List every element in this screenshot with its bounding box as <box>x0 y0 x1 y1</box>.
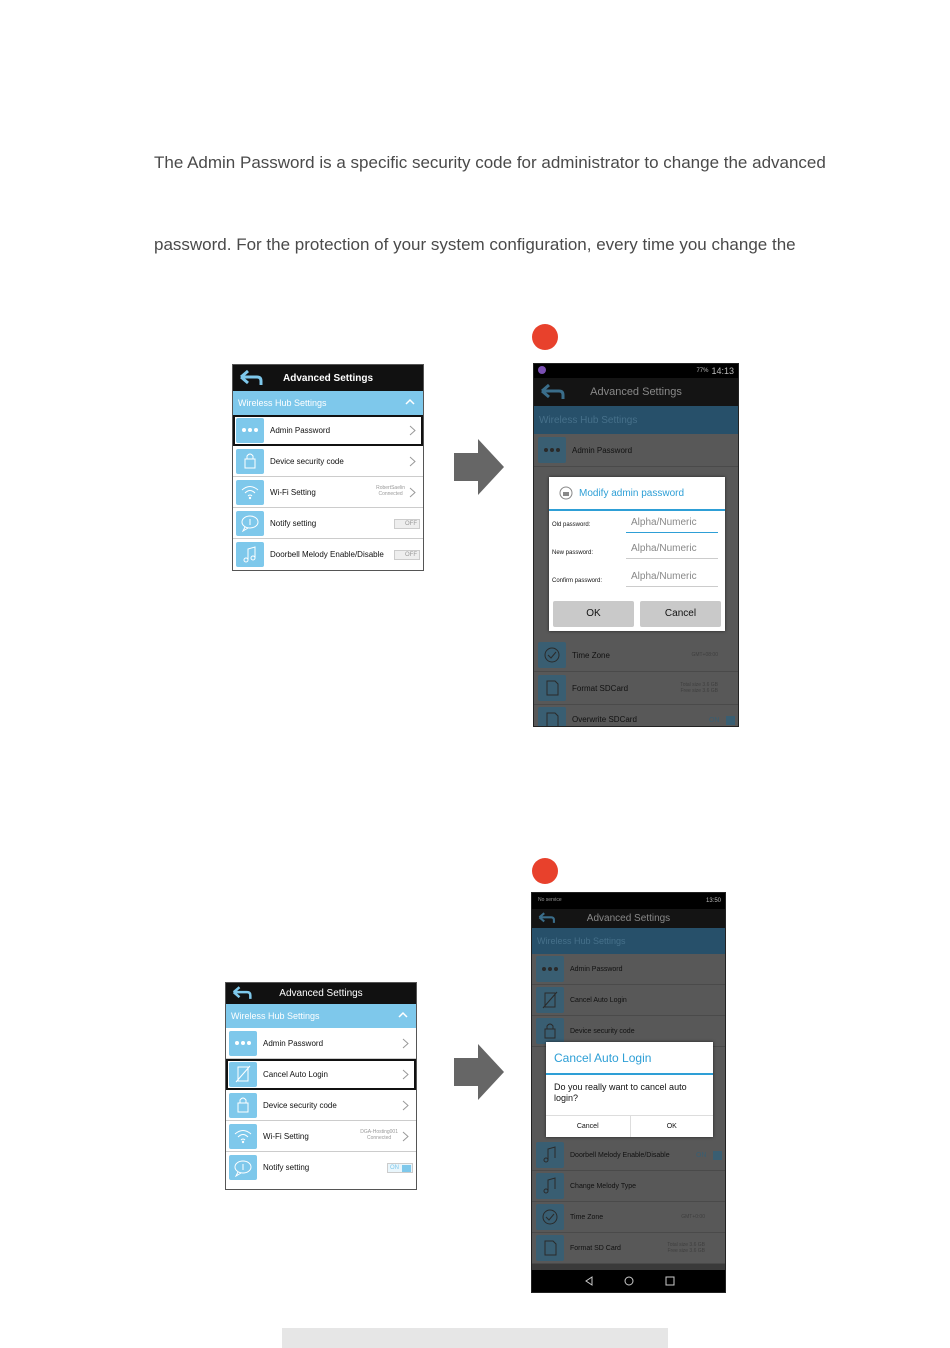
status-time: 14:13 <box>711 366 734 376</box>
app-header <box>532 909 725 928</box>
row-label: Notify setting <box>270 518 317 528</box>
music-note-icon <box>236 542 264 567</box>
settings-row-admin-password[interactable] <box>532 954 725 985</box>
settings-row-cancel-auto-login[interactable] <box>532 985 725 1016</box>
section-title: Wireless Hub Settings <box>238 398 327 408</box>
right-arrow-icon <box>454 1044 504 1100</box>
row-label: Time Zone <box>570 1213 604 1221</box>
row-label: Wi-Fi Setting <box>270 487 316 497</box>
phone-screen-modify-password <box>533 363 739 727</box>
chevron-right-icon <box>402 1131 410 1142</box>
row-label: Wi-Fi Setting <box>263 1131 309 1141</box>
back-arrow-icon[interactable] <box>232 985 252 1001</box>
melody-toggle[interactable]: OFF <box>394 550 420 560</box>
settings-row-format-sdcard[interactable] <box>534 672 738 705</box>
settings-row-format-sd-card[interactable] <box>532 1233 725 1264</box>
page-footer-bar <box>282 1328 668 1348</box>
password-dots-icon <box>538 437 566 463</box>
clock-icon <box>536 1204 564 1230</box>
wifi-icon <box>229 1124 257 1149</box>
dialog-lock-icon <box>559 486 573 500</box>
cancel-button[interactable]: Cancel <box>640 601 721 627</box>
row-label: Doorbell Melody Enable/Disable <box>570 1151 670 1159</box>
password-dots-icon <box>236 418 264 443</box>
music-note-icon <box>536 1142 564 1168</box>
row-label: Device security code <box>263 1100 337 1110</box>
row-label: Format SD Card <box>570 1244 621 1252</box>
overwrite-toggle[interactable]: ON <box>709 715 735 726</box>
field-label: New password: <box>552 550 594 556</box>
chevron-right-icon <box>402 1038 410 1049</box>
chevron-right-icon <box>402 1100 410 1111</box>
android-nav-bar <box>532 1270 725 1292</box>
back-arrow-icon[interactable] <box>538 911 556 925</box>
phone-screen-cancel-auto-login <box>531 892 726 1293</box>
row-label: Change Melody Type <box>570 1182 637 1190</box>
section-title: Wireless Hub Settings <box>539 414 638 426</box>
field-label: Confirm password: <box>552 578 603 584</box>
app-header <box>534 378 738 406</box>
settings-row-doorbell-melody[interactable] <box>532 1140 725 1171</box>
step-marker-dot <box>532 858 558 884</box>
cancel-auto-login-dialog <box>546 1042 713 1137</box>
new-password-row <box>549 539 725 567</box>
settings-row-admin-password[interactable] <box>226 1028 416 1059</box>
back-arrow-icon[interactable] <box>540 383 566 401</box>
notify-toggle[interactable]: ON <box>387 1163 413 1173</box>
settings-row-device-security-code[interactable] <box>226 1090 416 1121</box>
row-label: Format SDCard <box>572 683 629 693</box>
page-title: Advanced Settings <box>279 988 363 999</box>
row-label: Overwrite SDCard <box>572 715 637 724</box>
dialog-message: Do you really want to cancel auto login? <box>554 1082 687 1103</box>
field-label: Old password: <box>552 522 591 528</box>
time-zone-value: GMT+0:00 <box>681 1214 705 1220</box>
modify-password-dialog <box>549 477 725 631</box>
status-carrier: No service <box>538 897 562 903</box>
section-header-wireless-hub[interactable] <box>233 391 423 415</box>
notify-toggle[interactable]: OFF <box>394 519 420 529</box>
section-title: Wireless Hub Settings <box>537 936 626 946</box>
new-password-input[interactable]: Alpha/Numeric <box>626 543 718 559</box>
settings-row-admin-password[interactable] <box>233 415 423 446</box>
settings-row-wifi-setting[interactable] <box>233 477 423 508</box>
status-bar <box>532 893 725 909</box>
settings-row-wifi-setting[interactable] <box>226 1121 416 1152</box>
music-note-icon <box>536 1173 564 1199</box>
advanced-settings-panel <box>225 982 417 1190</box>
row-label: Doorbell Melody Enable/Disable <box>270 550 384 559</box>
confirm-password-row <box>549 567 725 595</box>
page-title: Advanced Settings <box>590 386 682 398</box>
sd-card-icon <box>538 675 566 701</box>
sdcard-size: Total size 3.6 GB Free size 3.6 GB <box>680 682 718 694</box>
no-auto-login-icon <box>536 987 564 1013</box>
paragraph-line-2: password. For the protection of your system configuration, every time you change the <box>154 235 796 254</box>
time-zone-value: GMT+08:00 <box>691 652 718 658</box>
chevron-up-icon <box>405 397 415 407</box>
right-arrow-icon <box>454 439 504 495</box>
chevron-right-icon <box>409 425 417 436</box>
settings-row-device-security-code[interactable] <box>233 446 423 477</box>
nav-home-icon[interactable] <box>624 1276 634 1286</box>
chevron-up-icon <box>398 1010 408 1020</box>
row-label: Time Zone <box>572 650 610 660</box>
clock-icon <box>538 642 566 668</box>
nav-recent-icon[interactable] <box>665 1276 675 1286</box>
row-label: Notify setting <box>263 1163 310 1172</box>
section-header-wireless-hub[interactable] <box>534 406 738 434</box>
password-dots-icon <box>229 1031 257 1056</box>
back-arrow-icon[interactable] <box>239 369 263 387</box>
password-dots-icon <box>536 956 564 982</box>
app-header <box>233 365 423 391</box>
row-label: Cancel Auto Login <box>263 1069 328 1079</box>
page-title: Advanced Settings <box>282 372 374 384</box>
settings-row-notify-setting[interactable] <box>233 508 423 539</box>
section-header-wireless-hub[interactable] <box>532 928 725 954</box>
dialog-title: Cancel Auto Login <box>546 1042 713 1075</box>
settings-row-doorbell-melody[interactable] <box>233 539 423 570</box>
chevron-right-icon <box>409 456 417 467</box>
speech-bubble-icon <box>229 1155 257 1180</box>
settings-row-time-zone[interactable] <box>534 639 738 672</box>
chevron-right-icon <box>402 1069 410 1080</box>
step-marker-dot <box>532 324 558 350</box>
advanced-settings-panel <box>232 364 424 571</box>
row-label: Admin Password <box>572 445 633 455</box>
lock-icon <box>229 1093 257 1118</box>
row-label: Device security code <box>570 1027 635 1035</box>
lock-icon <box>536 1018 564 1044</box>
settings-row-overwrite-sdcard[interactable] <box>534 705 738 727</box>
dialog-title: Modify admin password <box>579 487 685 499</box>
confirm-password-input[interactable]: Alpha/Numeric <box>626 571 718 587</box>
section-header-wireless-hub[interactable] <box>226 1004 416 1028</box>
nav-back-icon[interactable] <box>584 1276 594 1286</box>
wifi-status: RobertSaelin Connected <box>376 485 405 497</box>
settings-row-notify-setting[interactable] <box>226 1152 416 1183</box>
old-password-input[interactable]: Alpha/Numeric <box>626 517 718 533</box>
app-notification-icon <box>538 366 546 374</box>
wifi-icon <box>236 480 264 505</box>
chevron-right-icon <box>409 487 417 498</box>
speech-bubble-icon <box>236 511 264 536</box>
status-bar <box>534 364 738 378</box>
sd-card-edit-icon <box>538 707 566 728</box>
sdcard-size: Total size 3.6 GB Free size 3.6 GB <box>667 1242 705 1254</box>
row-label: Admin Password <box>263 1038 324 1048</box>
ok-button[interactable]: OK <box>630 1115 714 1137</box>
page-title: Advanced Settings <box>586 913 671 924</box>
paragraph-line-1: The Admin Password is a specific security code for administrator to change the advanced <box>154 153 826 172</box>
settings-row-time-zone[interactable] <box>532 1202 725 1233</box>
status-time: 13:50 <box>705 898 721 904</box>
settings-row-admin-password[interactable] <box>534 434 738 467</box>
melody-toggle[interactable]: ON <box>696 1150 722 1161</box>
row-label: Admin Password <box>570 965 623 973</box>
settings-row-change-melody-type[interactable] <box>532 1171 725 1202</box>
lock-icon <box>236 449 264 474</box>
no-auto-login-icon <box>229 1062 257 1087</box>
ok-button[interactable]: OK <box>553 601 634 627</box>
old-password-row <box>549 511 725 539</box>
settings-row-cancel-auto-login[interactable] <box>226 1059 416 1090</box>
app-header <box>226 983 416 1004</box>
cancel-button[interactable]: Cancel <box>546 1115 630 1137</box>
sd-card-icon <box>536 1235 564 1261</box>
row-label: Device security code <box>270 456 344 466</box>
dialog-header <box>549 477 725 511</box>
row-label: Admin Password <box>270 425 331 435</box>
row-label: Cancel Auto Login <box>570 996 627 1004</box>
section-title: Wireless Hub Settings <box>231 1011 320 1021</box>
signal-battery: 77% <box>696 368 709 374</box>
wifi-status: DGA-Hosting001 Connected <box>360 1129 398 1141</box>
